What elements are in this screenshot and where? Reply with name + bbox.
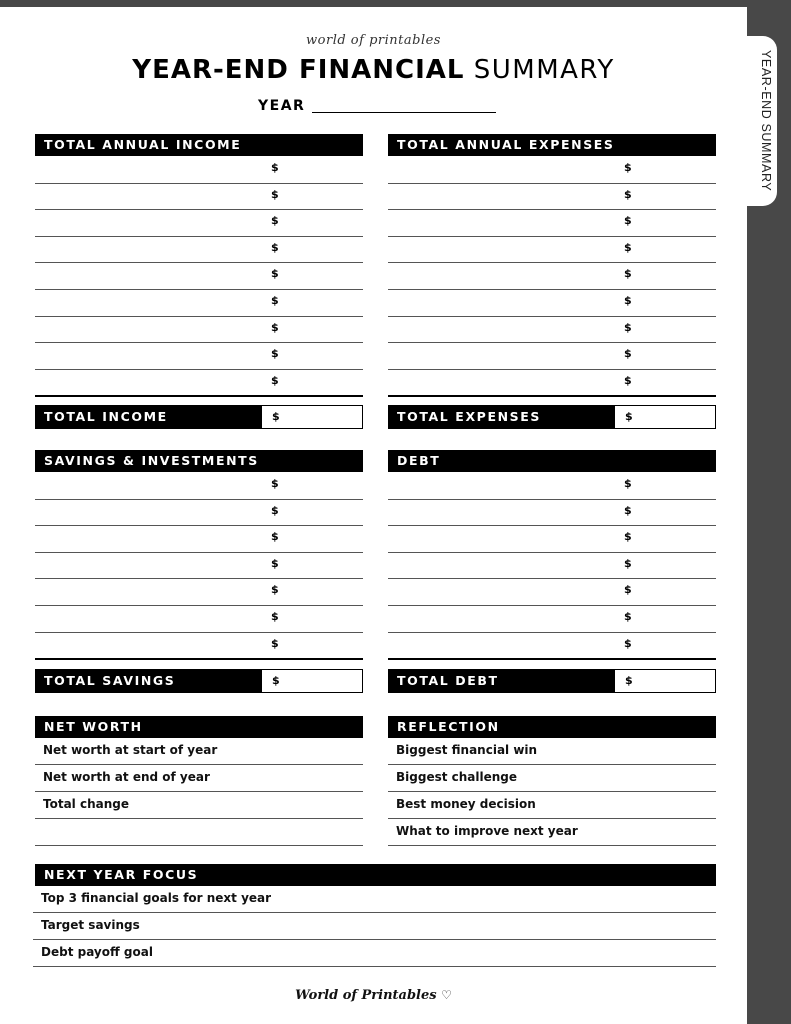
currency-symbol: $ <box>271 161 279 174</box>
currency-symbol: $ <box>271 636 279 650</box>
total-savings-box-label: TOTAL SAVINGS <box>36 670 262 692</box>
currency-symbol: $ <box>271 503 279 517</box>
savings-row[interactable] <box>35 633 363 660</box>
currency-symbol: $ <box>271 320 279 334</box>
expenses-row[interactable] <box>388 210 716 237</box>
income-divider <box>35 395 363 397</box>
currency-symbol: $ <box>271 373 279 387</box>
currency-symbol: $ <box>624 214 632 228</box>
income-row[interactable] <box>35 317 363 344</box>
currency-symbol: $ <box>271 187 279 201</box>
savings-row[interactable] <box>35 606 363 633</box>
currency-symbol: $ <box>271 556 279 570</box>
currency-symbol: $ <box>272 674 280 687</box>
currency-symbol: $ <box>271 294 279 307</box>
reflection-label: Best money decision <box>396 797 536 811</box>
total-income-box[interactable] <box>35 405 363 429</box>
next-year-row[interactable] <box>33 913 716 940</box>
net-worth-row[interactable] <box>35 738 363 765</box>
currency-symbol: $ <box>271 477 279 490</box>
currency-symbol: $ <box>624 583 632 597</box>
expenses-header: TOTAL ANNUAL EXPENSES <box>388 134 716 156</box>
savings-row[interactable] <box>35 579 363 606</box>
footer-text: World of Printables <box>295 988 437 1003</box>
footer-logo <box>0 988 747 1003</box>
savings-header: SAVINGS & INVESTMENTS <box>35 450 363 472</box>
income-row[interactable] <box>35 343 363 370</box>
savings-row[interactable] <box>35 500 363 527</box>
net-worth-row[interactable] <box>35 765 363 792</box>
next-year-row[interactable] <box>33 940 716 967</box>
reflection-label: Biggest challenge <box>396 770 518 784</box>
currency-symbol: $ <box>624 477 632 490</box>
next-year-label: Top 3 financial goals for next year <box>41 891 272 905</box>
side-tab-label: YEAR-END SUMMARY <box>759 50 773 192</box>
debt-row[interactable] <box>388 606 716 633</box>
total-savings-box[interactable] <box>35 669 363 693</box>
currency-symbol: $ <box>624 347 632 361</box>
currency-symbol: $ <box>272 410 280 423</box>
income-row[interactable] <box>35 237 363 264</box>
total-debt-box[interactable] <box>388 669 716 693</box>
debt-row[interactable] <box>388 579 716 606</box>
income-row[interactable] <box>35 210 363 237</box>
income-row[interactable] <box>35 157 363 184</box>
total-debt-box-label: TOTAL DEBT <box>389 670 615 692</box>
total-expenses-box[interactable] <box>388 405 716 429</box>
savings-row[interactable] <box>35 553 363 580</box>
next-year-label: Target savings <box>41 918 140 932</box>
savings-row[interactable] <box>35 473 363 500</box>
net-worth-header: NET WORTH <box>35 716 363 738</box>
currency-symbol: $ <box>271 610 279 623</box>
reflection-label: Biggest financial win <box>396 743 538 757</box>
currency-symbol: $ <box>624 320 632 334</box>
expenses-row[interactable] <box>388 237 716 264</box>
net-worth-row[interactable] <box>35 819 363 846</box>
year-input-line[interactable] <box>312 112 496 113</box>
title-bold: YEAR-END FINANCIAL <box>132 55 465 85</box>
income-row[interactable] <box>35 263 363 290</box>
income-row[interactable] <box>35 290 363 317</box>
income-row[interactable] <box>35 184 363 211</box>
total-expenses-box-label: TOTAL EXPENSES <box>389 406 615 428</box>
currency-symbol: $ <box>624 267 632 281</box>
currency-symbol: $ <box>624 636 632 650</box>
net-worth-label: Net worth at start of year <box>43 743 218 757</box>
currency-symbol: $ <box>624 294 632 307</box>
title-light: SUMMARY <box>473 55 615 85</box>
income-row[interactable] <box>35 370 363 397</box>
currency-symbol: $ <box>624 610 632 623</box>
debt-row[interactable] <box>388 500 716 527</box>
debt-row[interactable] <box>388 633 716 660</box>
heart-icon: ♡ <box>441 988 452 1002</box>
currency-symbol: $ <box>624 503 632 517</box>
currency-symbol: $ <box>624 530 632 544</box>
net-worth-label: Net worth at end of year <box>43 770 210 784</box>
expenses-row[interactable] <box>388 184 716 211</box>
reflection-row[interactable] <box>388 738 716 765</box>
expenses-row[interactable] <box>388 343 716 370</box>
expenses-row[interactable] <box>388 317 716 344</box>
next-year-header: NEXT YEAR FOCUS <box>35 864 716 886</box>
debt-row[interactable] <box>388 473 716 500</box>
expenses-row[interactable] <box>388 263 716 290</box>
net-worth-label: Total change <box>43 797 129 811</box>
year-label: YEAR <box>258 98 306 114</box>
currency-symbol: $ <box>624 373 632 387</box>
currency-symbol: $ <box>625 410 633 423</box>
debt-header: DEBT <box>388 450 716 472</box>
next-year-row[interactable] <box>33 886 716 913</box>
next-year-label: Debt payoff goal <box>41 945 153 959</box>
expenses-row[interactable] <box>388 370 716 397</box>
debt-row[interactable] <box>388 526 716 553</box>
reflection-header: REFLECTION <box>388 716 716 738</box>
reflection-row[interactable] <box>388 819 716 846</box>
currency-symbol: $ <box>271 347 279 361</box>
currency-symbol: $ <box>271 240 279 254</box>
expenses-row[interactable] <box>388 157 716 184</box>
top-border <box>0 0 791 7</box>
reflection-row[interactable] <box>388 765 716 792</box>
currency-symbol: $ <box>624 187 632 201</box>
currency-symbol: $ <box>271 214 279 228</box>
debt-divider <box>388 658 716 660</box>
currency-symbol: $ <box>624 240 632 254</box>
currency-symbol: $ <box>271 530 279 544</box>
brand-script: world of printables <box>306 33 441 48</box>
income-header: TOTAL ANNUAL INCOME <box>35 134 363 156</box>
reflection-label: What to improve next year <box>396 824 578 838</box>
total-income-box-label: TOTAL INCOME <box>36 406 262 428</box>
currency-symbol: $ <box>624 556 632 570</box>
currency-symbol: $ <box>625 674 633 687</box>
expenses-row[interactable] <box>388 290 716 317</box>
currency-symbol: $ <box>624 161 632 174</box>
currency-symbol: $ <box>271 267 279 281</box>
expenses-divider <box>388 395 716 397</box>
currency-symbol: $ <box>271 583 279 597</box>
savings-row[interactable] <box>35 526 363 553</box>
page-title <box>0 55 747 85</box>
net-worth-row[interactable] <box>35 792 363 819</box>
debt-row[interactable] <box>388 553 716 580</box>
reflection-row[interactable] <box>388 792 716 819</box>
savings-divider <box>35 658 363 660</box>
